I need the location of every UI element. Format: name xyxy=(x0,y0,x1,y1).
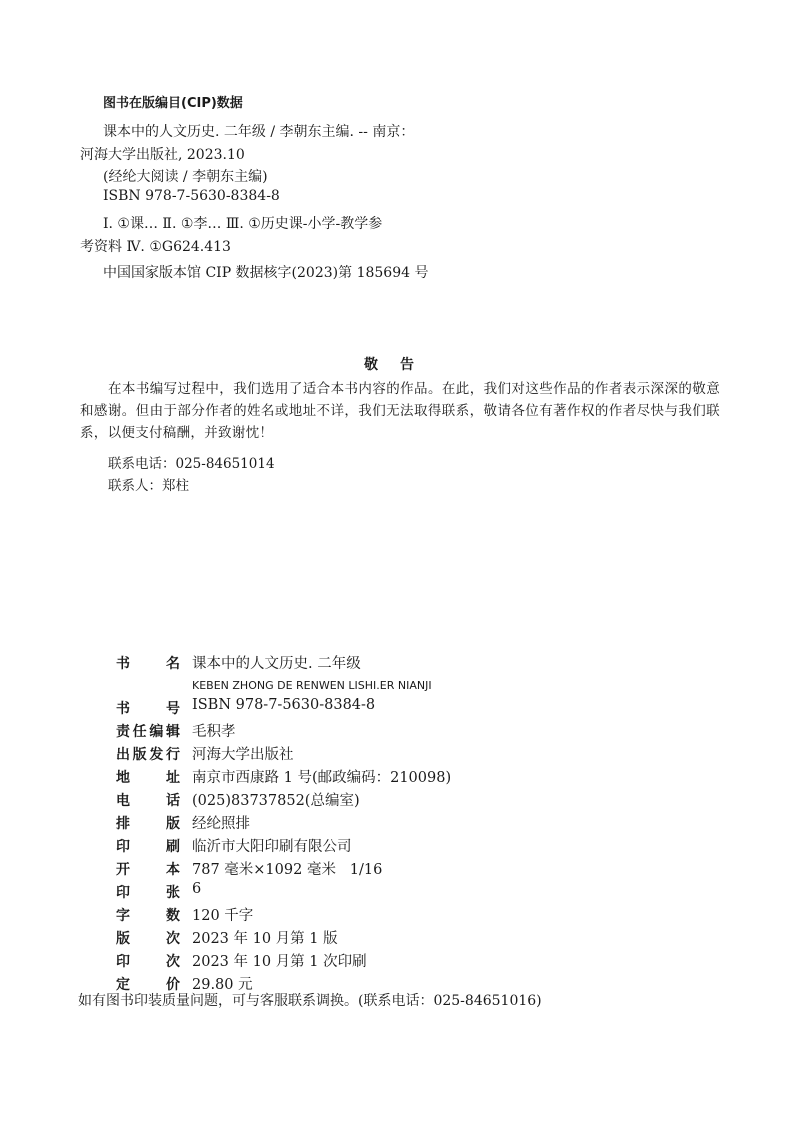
colophon-label: 地址 xyxy=(116,770,180,786)
colophon-value: 河海大学出版社 xyxy=(192,747,294,763)
cip-line: 课本中的人文历史. 二年级 / 李朝东主编. -- 南京： xyxy=(103,124,415,140)
colophon-value: 120 千字 xyxy=(192,908,254,924)
colophon-label: 出版发行 xyxy=(116,747,180,763)
cip-line: 考资料 Ⅳ. ①G624.413 xyxy=(80,239,231,255)
colophon-label: 定价 xyxy=(116,977,180,993)
colophon-label: 排版 xyxy=(116,816,180,832)
colophon-label: 印次 xyxy=(116,954,180,970)
cip-line: (经纶大阅读 / 李朝东主编) xyxy=(103,169,268,185)
colophon-value: 787 毫米×1092 毫米 1/16 xyxy=(192,862,383,878)
notice-phone: 联系电话：025-84651014 xyxy=(108,456,275,472)
colophon-value: 南京市西康路 1 号(邮政编码：210098) xyxy=(192,770,452,786)
colophon-value: 经纶照排 xyxy=(192,816,250,832)
colophon-label: 印刷 xyxy=(116,839,180,855)
colophon-label: 开本 xyxy=(116,862,180,878)
colophon-value: (025)83737852(总编室) xyxy=(192,793,360,809)
cip-line: ISBN 978-7-5630-8384-8 xyxy=(103,188,280,204)
colophon-value: 2023 年 10 月第 1 次印刷 xyxy=(192,954,367,970)
cip-heading: 图书在版编目(CIP)数据 xyxy=(103,96,243,111)
cip-line: Ⅰ. ①课… Ⅱ. ①李… Ⅲ. ①历史课-小学-教学参 xyxy=(103,216,383,232)
cip-line: 河海大学出版社, 2023.10 xyxy=(80,147,245,163)
colophon-value: 2023 年 10 月第 1 版 xyxy=(192,931,338,947)
colophon-label: 书号 xyxy=(116,701,180,717)
footer-note: 如有图书印装质量问题，可与客服联系调换。(联系电话：025-84651016) xyxy=(78,993,542,1009)
colophon-value: 6 xyxy=(192,881,202,897)
colophon-label: 字数 xyxy=(116,908,180,924)
colophon-label: 电话 xyxy=(116,793,180,809)
colophon-value: ISBN 978-7-5630-8384-8 xyxy=(192,697,376,713)
colophon-label: 责任编辑 xyxy=(116,724,180,740)
colophon-label: 印张 xyxy=(116,885,180,901)
colophon-value: 29.80 元 xyxy=(192,977,253,993)
colophon-value: 临沂市大阳印刷有限公司 xyxy=(192,839,352,855)
notice-contact: 联系人：郑柱 xyxy=(108,478,189,494)
cip-line: 中国国家版本馆 CIP 数据核字(2023)第 185694 号 xyxy=(103,265,429,281)
notice-body: 在本书编写过程中，我们选用了适合本书内容的作品。在此，我们对这些作品的作者表示深深的敬意和感谢。但由于部分作者的姓名或地址不详，我们无法取得联系，敬请各位有著作权的作者尽快与我们联系，以便支付稿酬，并致谢忱！ xyxy=(80,381,720,441)
colophon-pinyin: KEBEN ZHONG DE RENWEN LISHI.ER NIANJI xyxy=(192,679,432,692)
notice-title: 敬告 xyxy=(364,357,436,373)
colophon-value: 毛积孝 xyxy=(192,724,236,740)
colophon-label: 版次 xyxy=(116,931,180,947)
colophon-value-title: 课本中的人文历史. 二年级 xyxy=(192,656,361,672)
colophon-label: 书名 xyxy=(116,656,180,672)
